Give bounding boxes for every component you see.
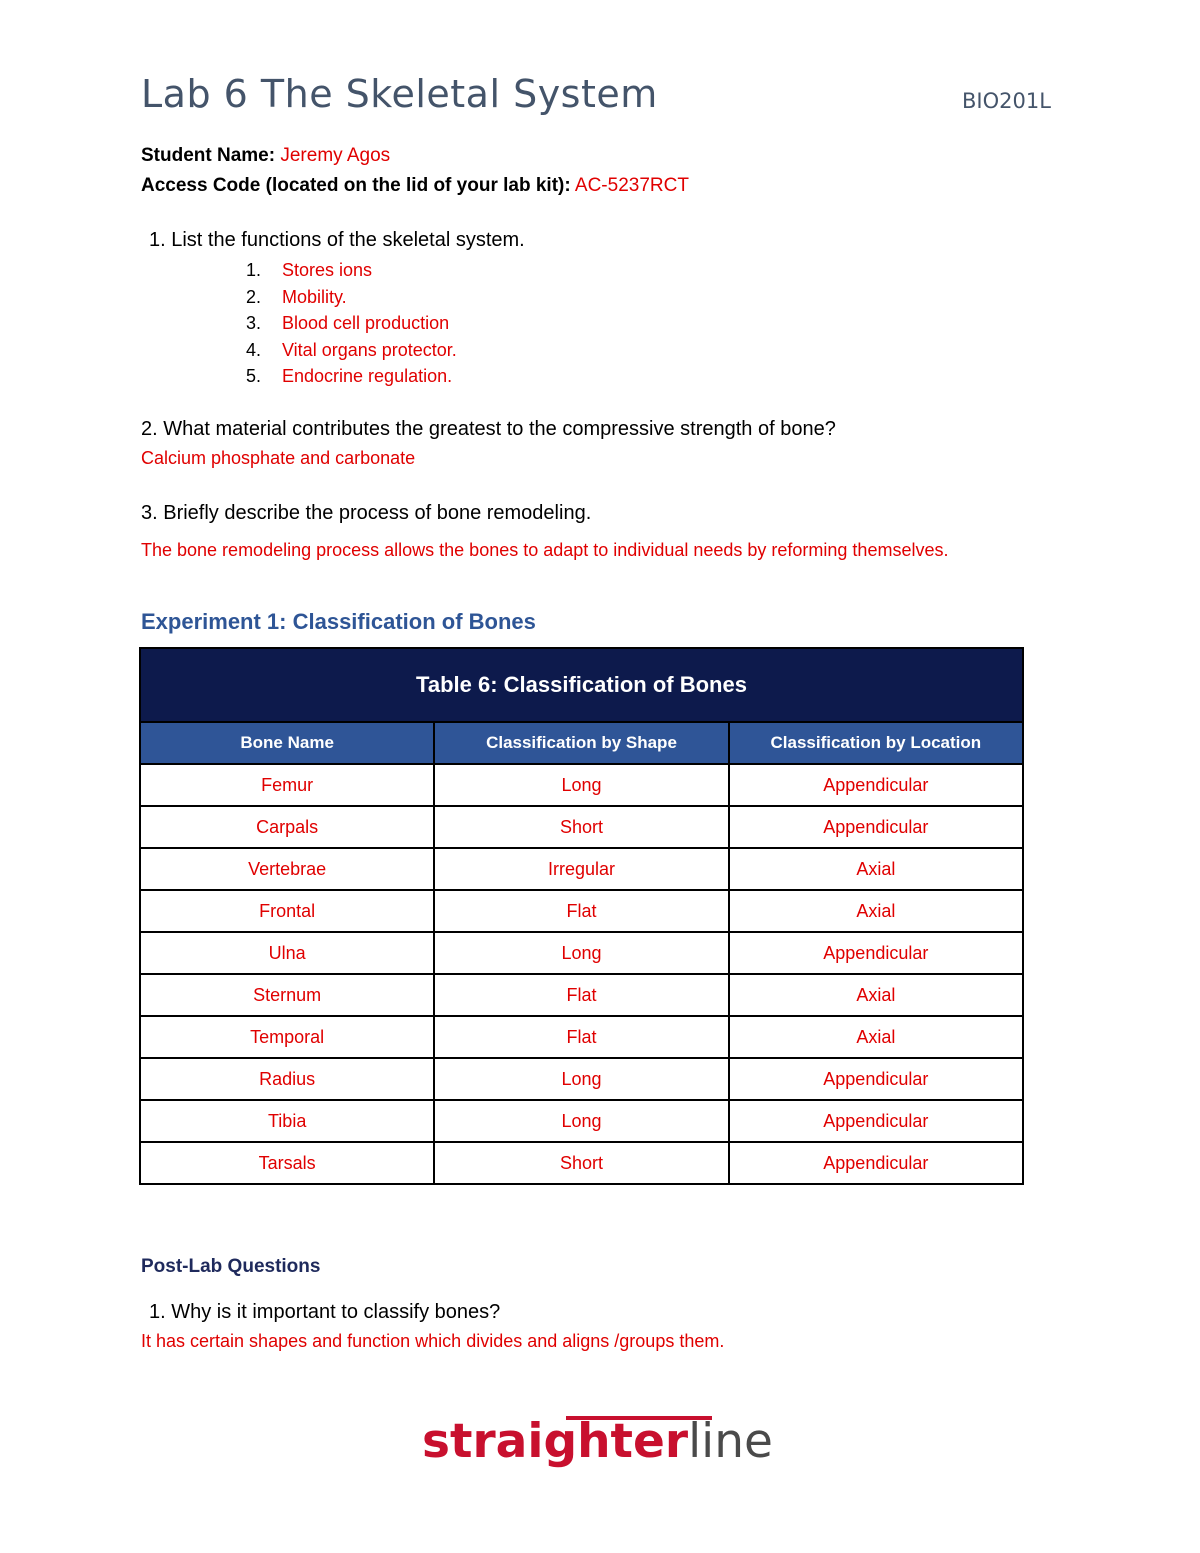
course-code: BIO201L <box>962 89 1051 113</box>
shape-cell: Long <box>434 764 728 806</box>
list-item: 5. Endocrine regulation. <box>246 366 453 386</box>
column-header: Classification by Location <box>729 722 1023 764</box>
shape-cell: Short <box>434 806 728 848</box>
experiment-heading: Experiment 1: Classification of Bones <box>141 609 536 634</box>
table-row <box>140 848 1023 890</box>
location-cell: Axial <box>729 848 1023 890</box>
table-row <box>140 890 1023 932</box>
shape-cell: Flat <box>434 974 728 1016</box>
table-row <box>140 1058 1023 1100</box>
shape-cell: Long <box>434 932 728 974</box>
logo-main-text: straighter <box>422 1414 689 1469</box>
bone-name-cell: Ulna <box>140 932 434 974</box>
table-row <box>140 1142 1023 1184</box>
question-2: 2. What material contributes the greatest to the compressive strength of bone? <box>141 418 836 440</box>
student-name-value: Jeremy Agos <box>280 145 391 166</box>
bone-name-cell: Temporal <box>140 1016 434 1058</box>
shape-cell: Flat <box>434 1016 728 1058</box>
bone-name-cell: Sternum <box>140 974 434 1016</box>
bone-name-cell: Femur <box>140 764 434 806</box>
bone-name-cell: Vertebrae <box>140 848 434 890</box>
bone-name-cell: Radius <box>140 1058 434 1100</box>
page-title: Lab 6 The Skeletal System <box>141 72 658 116</box>
table-row <box>140 1100 1023 1142</box>
answer-2: Calcium phosphate and carbonate <box>141 448 416 468</box>
location-cell: Axial <box>729 890 1023 932</box>
location-cell: Appendicular <box>729 1058 1023 1100</box>
list-item: 1. Stores ions <box>246 260 373 280</box>
post-lab-heading: Post-Lab Questions <box>141 1256 321 1277</box>
bone-name-cell: Frontal <box>140 890 434 932</box>
list-item: 2. Mobility. <box>246 286 347 307</box>
list-item: 3. Blood cell production <box>246 313 450 333</box>
access-code-label: Access Code (located on the lid of your lab kit): <box>141 175 571 196</box>
access-code-line <box>141 175 689 197</box>
student-name-line <box>141 145 390 167</box>
location-cell: Appendicular <box>729 1142 1023 1184</box>
student-name-label: Student Name: <box>141 145 276 166</box>
shape-cell: Long <box>434 1100 728 1142</box>
answer-3: The bone remodeling process allows the bones to adapt to individual needs by reforming themselves. <box>141 540 949 560</box>
location-cell: Appendicular <box>729 1100 1023 1142</box>
column-header: Bone Name <box>140 722 434 764</box>
shape-cell: Long <box>434 1058 728 1100</box>
bone-name-cell: Carpals <box>140 806 434 848</box>
table-title: Table 6: Classification of Bones <box>140 648 1023 722</box>
shape-cell: Flat <box>434 890 728 932</box>
post-lab-answer-1: It has certain shapes and function which divides and aligns /groups them. <box>141 1331 725 1351</box>
question-3: 3. Briefly describe the process of bone remodeling. <box>141 502 592 524</box>
table-row <box>140 932 1023 974</box>
bone-name-cell: Tibia <box>140 1100 434 1142</box>
table-row <box>140 764 1023 806</box>
table-row <box>140 806 1023 848</box>
shape-cell: Irregular <box>434 848 728 890</box>
functions-list <box>246 257 457 390</box>
table-row <box>140 1016 1023 1058</box>
location-cell: Appendicular <box>729 806 1023 848</box>
post-lab-question-1: 1. Why is it important to classify bones? <box>149 1301 501 1323</box>
shape-cell: Short <box>434 1142 728 1184</box>
location-cell: Appendicular <box>729 932 1023 974</box>
bones-table <box>139 647 1024 1185</box>
column-header: Classification by Shape <box>434 722 728 764</box>
question-1: 1. List the functions of the skeletal system. <box>149 229 525 251</box>
logo-sub-text: line <box>688 1414 773 1469</box>
location-cell: Axial <box>729 974 1023 1016</box>
access-code-value: AC-5237RCT <box>574 175 689 196</box>
bone-name-cell: Tarsals <box>140 1142 434 1184</box>
straighterline-logo <box>422 1414 773 1469</box>
location-cell: Appendicular <box>729 764 1023 806</box>
list-item: 4. Vital organs protector. <box>246 339 457 360</box>
table-row <box>140 974 1023 1016</box>
location-cell: Axial <box>729 1016 1023 1058</box>
